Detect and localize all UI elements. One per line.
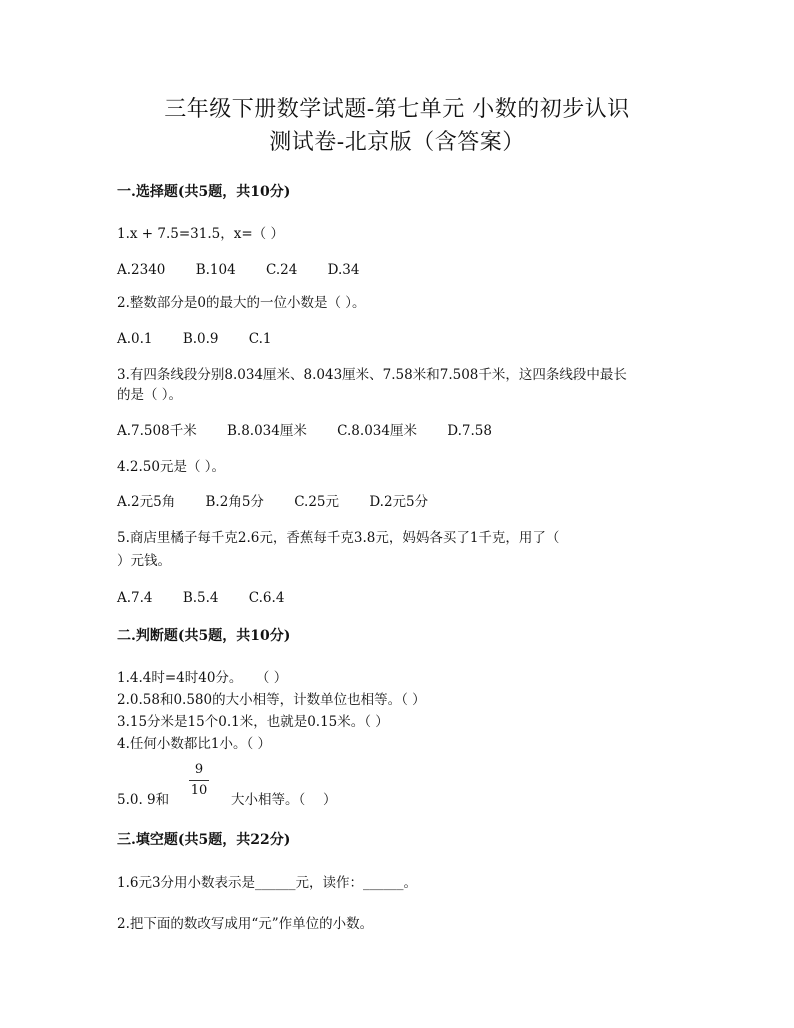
option-b: B.0.9: [182, 331, 219, 347]
page-title-line1: 三年级下册数学试题-第七单元 小数的初步认识: [164, 97, 630, 122]
fraction-denominator: 10: [190, 783, 208, 798]
option-c: C.6.4: [248, 590, 285, 606]
option-b: B.104: [195, 262, 236, 278]
question-1-1: 1.x + 7.5=31.5，x=（ ）: [117, 226, 284, 242]
option-b: B.2角5分: [205, 494, 264, 510]
option-a: A.0.1: [117, 331, 153, 347]
option-d: D.34: [327, 262, 360, 278]
question-1-3-line1: 3.有四条线段分别8.034厘米、8.043厘米、7.58米和7.508千米，这四条线段中最长: [117, 367, 627, 383]
option-d: D.2元5分: [369, 494, 429, 510]
page-title-line2: 测试卷-北京版（含答案）: [269, 130, 525, 155]
section-heading-judge: 二.判断题(共5题，共10分): [117, 628, 291, 644]
section-heading-fill: 三.填空题(共5题，共22分): [117, 832, 291, 848]
option-a: A.7.508千米: [117, 423, 197, 439]
fraction-numerator: 9: [194, 762, 204, 777]
question-1-5-line2: ）元钱。: [117, 553, 171, 569]
question-2-2: 2.0.58和0.580的大小相等，计数单位也相等。（ ）: [117, 692, 426, 708]
question-1-5-options: [117, 589, 310, 607]
question-1-1-options: [117, 261, 385, 279]
option-b: B.8.034厘米: [227, 423, 307, 439]
option-d: D.7.58: [447, 423, 492, 439]
option-c: C.24: [265, 262, 298, 278]
question-3-2: 2.把下面的数改写成用“元”作单位的小数。: [117, 916, 374, 932]
fraction-bar: [189, 780, 209, 781]
question-2-3: 3.15分米是15个0.1米，也就是0.15米。（ ）: [117, 714, 389, 730]
question-3-1: 1.6元3分用小数表示是______元，读作：______。: [117, 875, 418, 891]
question-1-4: 4.2.50元是（ ）。: [117, 459, 225, 475]
question-1-2: 2.整数部分是0的最大的一位小数是（ ）。: [117, 295, 366, 311]
question-1-5-line1: 5.商店里橘子每千克2.6元，香蕉每千克3.8元，妈妈各买了1千克，用了（: [117, 530, 560, 546]
section-heading-choice: 一.选择题(共5题，共10分): [117, 184, 291, 200]
option-c: C.25元: [294, 494, 340, 510]
question-2-5-suffix: 大小相等。（ ）: [231, 792, 337, 808]
question-1-3-options: [117, 422, 518, 440]
option-a: A.7.4: [117, 590, 153, 606]
question-2-1: 1.4.4时=4时40分。 （ ）: [117, 670, 288, 686]
option-c: C.8.034厘米: [337, 423, 417, 439]
question-1-3-line2: 的是（ ）。: [117, 387, 183, 403]
option-a: A.2340: [117, 262, 166, 278]
question-1-2-options: [117, 330, 298, 348]
question-1-4-options: [117, 493, 454, 511]
option-c: C.1: [248, 331, 272, 347]
option-b: B.5.4: [182, 590, 219, 606]
option-a: A.2元5角: [117, 494, 176, 510]
question-2-4: 4.任何小数都比1小。（ ）: [117, 736, 272, 752]
question-2-5-prefix: 5.0. 9和: [117, 792, 170, 808]
fraction-nine-tenths: [189, 762, 209, 799]
